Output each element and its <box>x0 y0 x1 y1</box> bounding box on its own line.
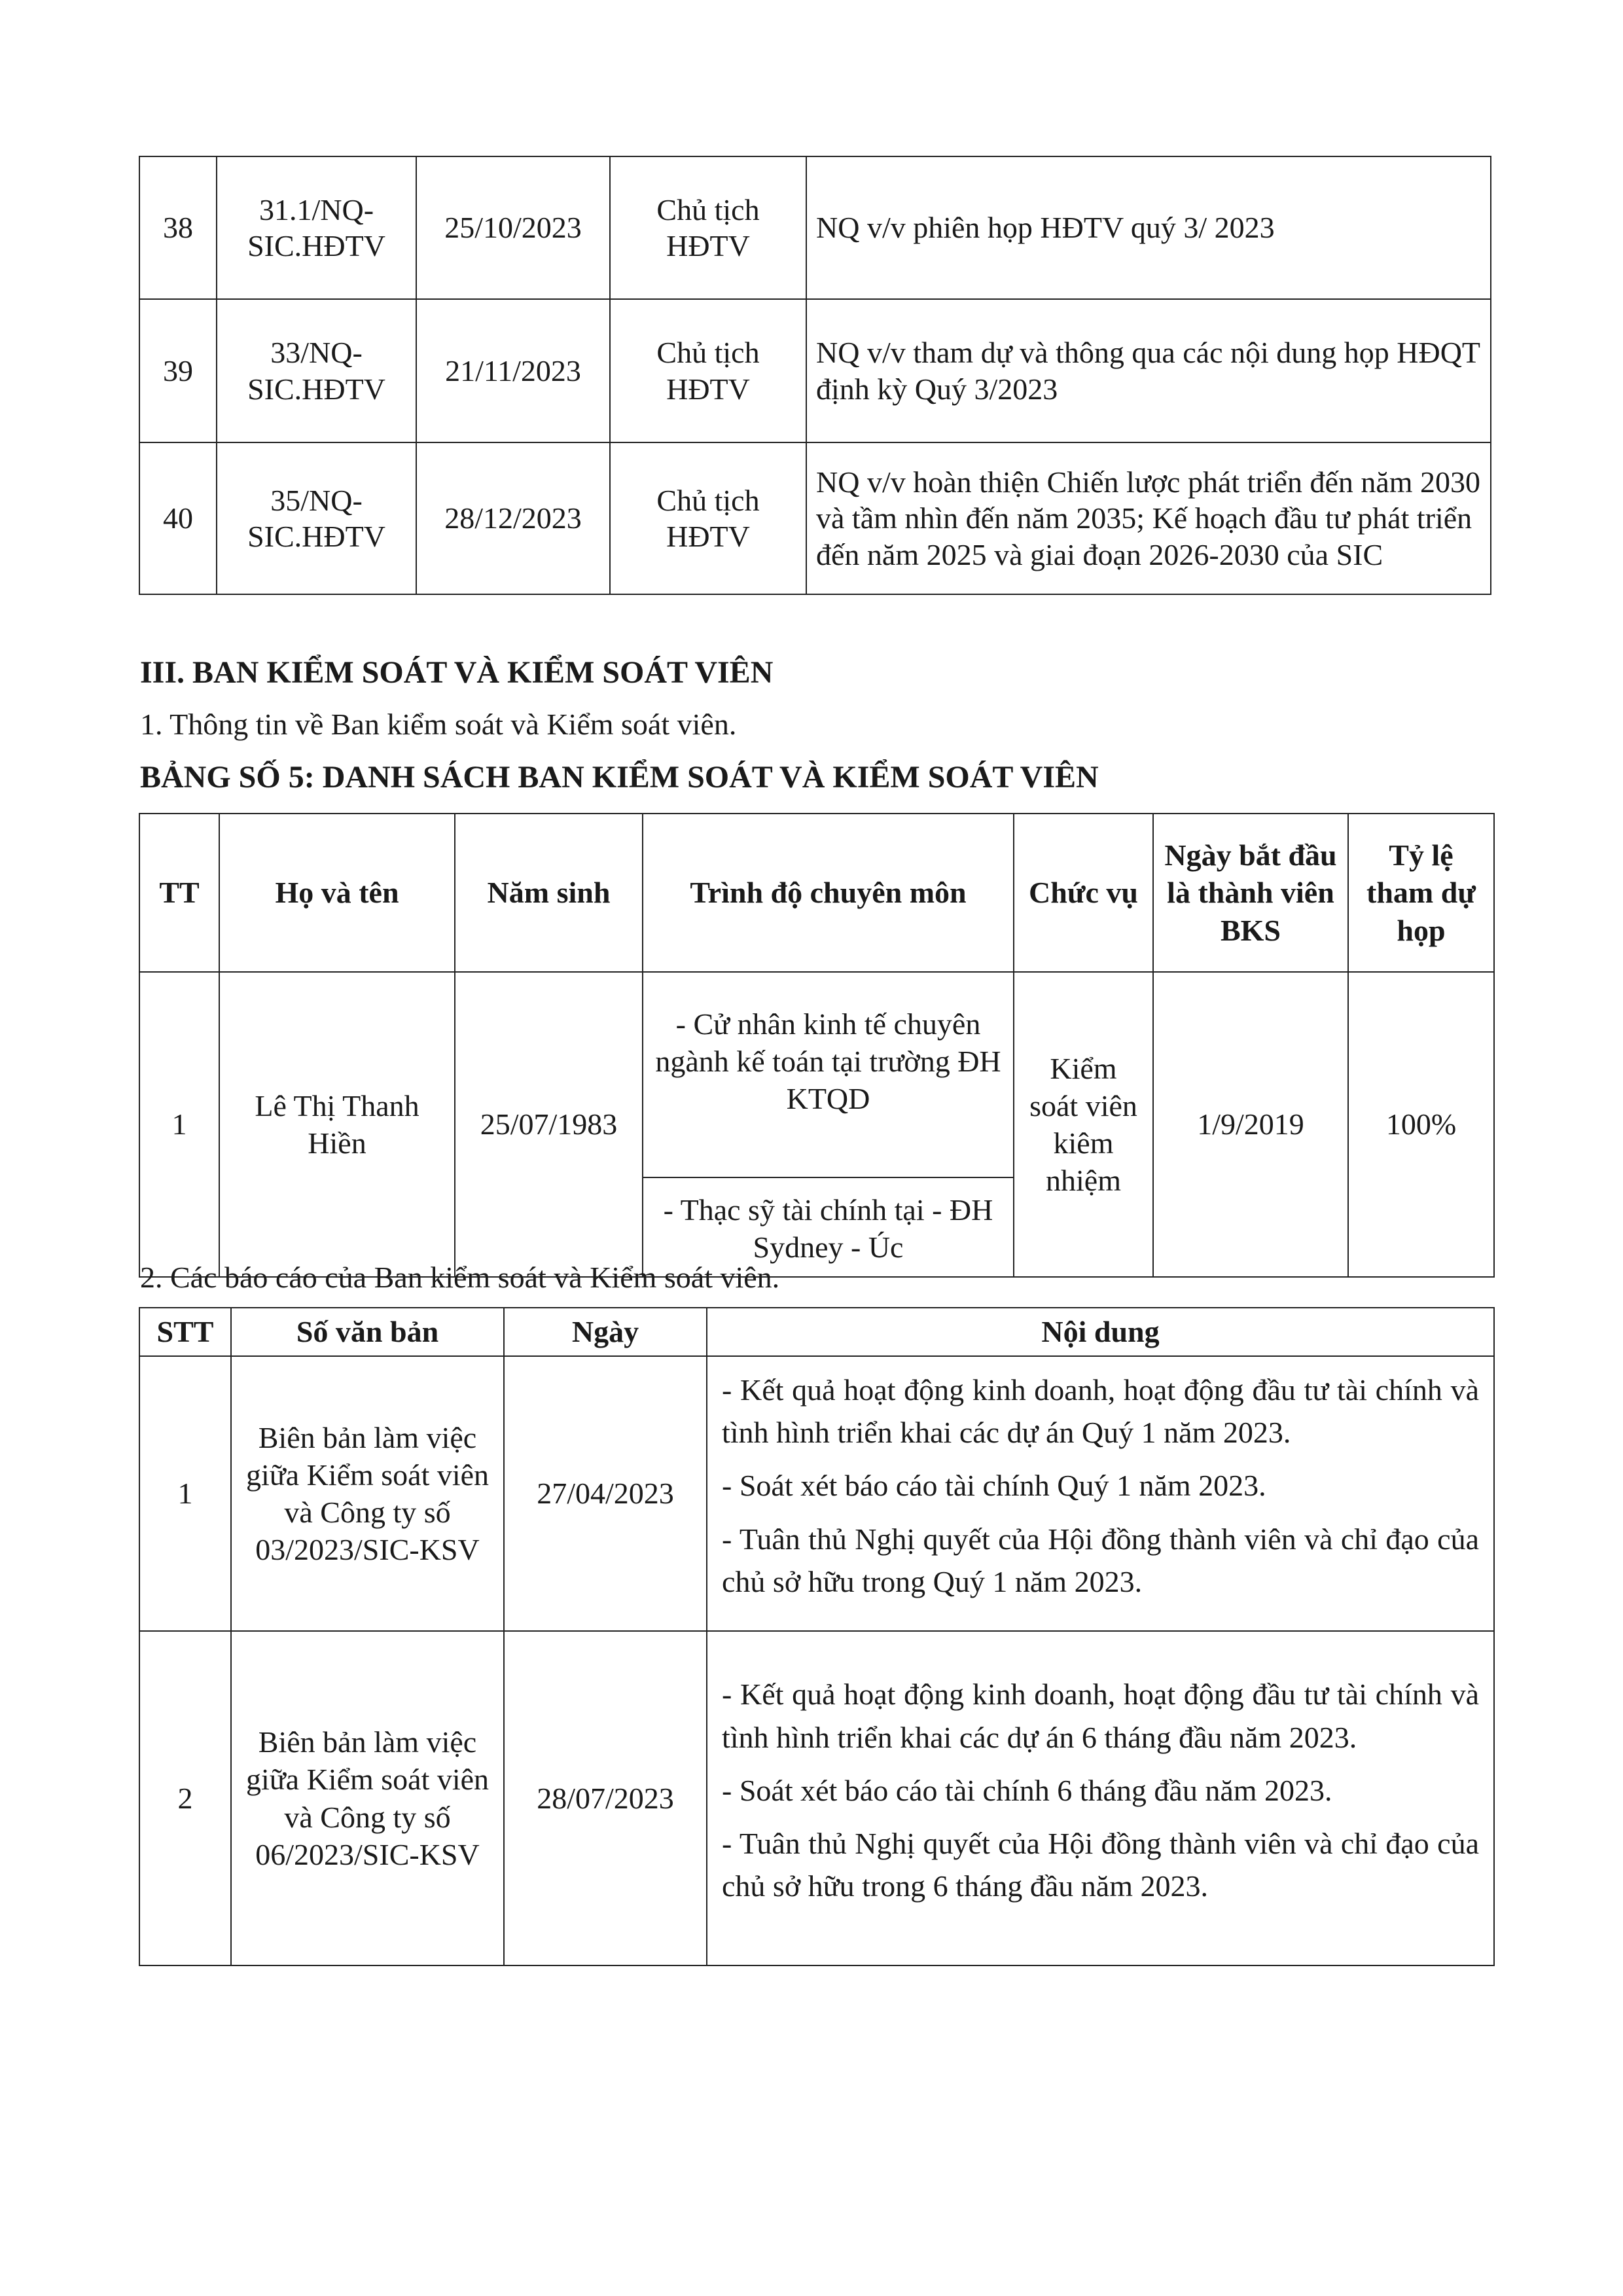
members-table <box>139 813 1495 1278</box>
document-date: 21/11/2023 <box>416 299 610 442</box>
signer: Chủ tịch HĐTV <box>610 299 806 442</box>
signer: Chủ tịch HĐTV <box>610 442 806 594</box>
subsection-heading: 1. Thông tin về Ban kiểm soát và Kiểm soát viên. <box>140 708 737 741</box>
report-item: - Kết quả hoạt động kinh doanh, hoạt động đầu tư tài chính và tình hình triển khai các dự án Quý 1 năm 2023. <box>722 1372 1479 1450</box>
document-number: 35/NQ-SIC.HĐTV <box>217 442 416 594</box>
start-date: 1/9/2019 <box>1153 972 1348 1277</box>
document-date: 25/10/2023 <box>416 156 610 299</box>
column-header: Họ và tên <box>219 814 455 972</box>
column-header: STT <box>139 1308 231 1356</box>
row-number: 1 <box>139 1356 231 1631</box>
report-item: - Soát xét báo cáo tài chính 6 tháng đầu năm 2023. <box>722 1773 1332 1807</box>
report-item: - Kết quả hoạt động kinh doanh, hoạt động đầu tư tài chính và tình hình triển khai các dự án 6 tháng đầu năm 2023. <box>722 1677 1479 1754</box>
reports-table <box>139 1307 1495 1966</box>
table-row <box>139 442 1491 594</box>
table-row <box>139 156 1491 299</box>
signer: Chủ tịch HĐTV <box>610 156 806 299</box>
row-number: 38 <box>139 156 217 299</box>
column-header: TT <box>139 814 219 972</box>
document-number: 31.1/NQ-SIC.HĐTV <box>217 156 416 299</box>
document-number: 33/NQ-SIC.HĐTV <box>217 299 416 442</box>
resolution-content: NQ v/v tham dự và thông qua các nội dung họp HĐQT định kỳ Quý 3/2023 <box>806 299 1491 442</box>
report-document: Biên bản làm việc giữa Kiểm soát viên và Công ty số 03/2023/SIC-KSV <box>231 1356 504 1631</box>
report-item: - Tuân thủ Nghị quyết của Hội đồng thành viên và chỉ đạo của chủ sở hữu trong Quý 1 năm 2023. <box>722 1522 1479 1598</box>
column-header: Năm sinh <box>455 814 643 972</box>
qualification: - Cử nhân kinh tế chuyên ngành kế toán tại trường ĐH KTQD <box>643 972 1014 1177</box>
row-number: 39 <box>139 299 217 442</box>
table-header-row <box>139 814 1494 972</box>
table-header-row <box>139 1308 1494 1356</box>
column-header: Nội dung <box>707 1308 1494 1356</box>
report-document: Biên bản làm việc giữa Kiểm soát viên và Công ty số 06/2023/SIC-KSV <box>231 1631 504 1965</box>
row-number: 1 <box>139 972 219 1277</box>
column-header: Tỷ lệ tham dự họp <box>1348 814 1494 972</box>
resolution-content: NQ v/v phiên họp HĐTV quý 3/ 2023 <box>806 156 1491 299</box>
column-header: Ngày <box>504 1308 707 1356</box>
column-header: Số văn bản <box>231 1308 504 1356</box>
subsection-heading: 2. Các báo cáo của Ban kiểm soát và Kiểm soát viên. <box>140 1261 780 1294</box>
position: Kiểm soát viên kiêm nhiệm <box>1014 972 1153 1277</box>
document-date: 28/12/2023 <box>416 442 610 594</box>
row-number: 40 <box>139 442 217 594</box>
row-number: 2 <box>139 1631 231 1965</box>
report-item: - Soát xét báo cáo tài chính Quý 1 năm 2023. <box>722 1469 1266 1503</box>
section-heading: III. BAN KIỂM SOÁT VÀ KIỂM SOÁT VIÊN <box>140 655 774 690</box>
table-title: BẢNG SỐ 5: DANH SÁCH BAN KIỂM SOÁT VÀ KIỂM SOÁT VIÊN <box>140 760 1099 795</box>
column-header: Ngày bắt đầu là thành viên BKS <box>1153 814 1348 972</box>
birth-date: 25/07/1983 <box>455 972 643 1277</box>
table-row <box>139 299 1491 442</box>
column-header: Chức vụ <box>1014 814 1153 972</box>
column-header: Trình độ chuyên môn <box>643 814 1014 972</box>
resolution-content: NQ v/v hoàn thiện Chiến lược phát triển đến năm 2030 và tầm nhìn đến năm 2035; Kế hoạch đầu tư phát triển đến năm 2025 và giai đoạn 2026-2030 của SIC <box>806 442 1491 594</box>
report-content <box>707 1631 1494 1965</box>
report-date: 27/04/2023 <box>504 1356 707 1631</box>
attendance-rate: 100% <box>1348 972 1494 1277</box>
report-content <box>707 1356 1494 1631</box>
table-row <box>139 1356 1494 1631</box>
table-row <box>139 972 1494 1177</box>
report-item: - Tuân thủ Nghị quyết của Hội đồng thành viên và chỉ đạo của chủ sở hữu trong 6 tháng đầu năm 2023. <box>722 1827 1479 1903</box>
table-row <box>139 1631 1494 1965</box>
member-name: Lê Thị Thanh Hiền <box>219 972 455 1277</box>
resolutions-table <box>139 156 1491 595</box>
report-date: 28/07/2023 <box>504 1631 707 1965</box>
qualification: - Thạc sỹ tài chính tại - ĐH Sydney - Úc <box>643 1177 1014 1277</box>
